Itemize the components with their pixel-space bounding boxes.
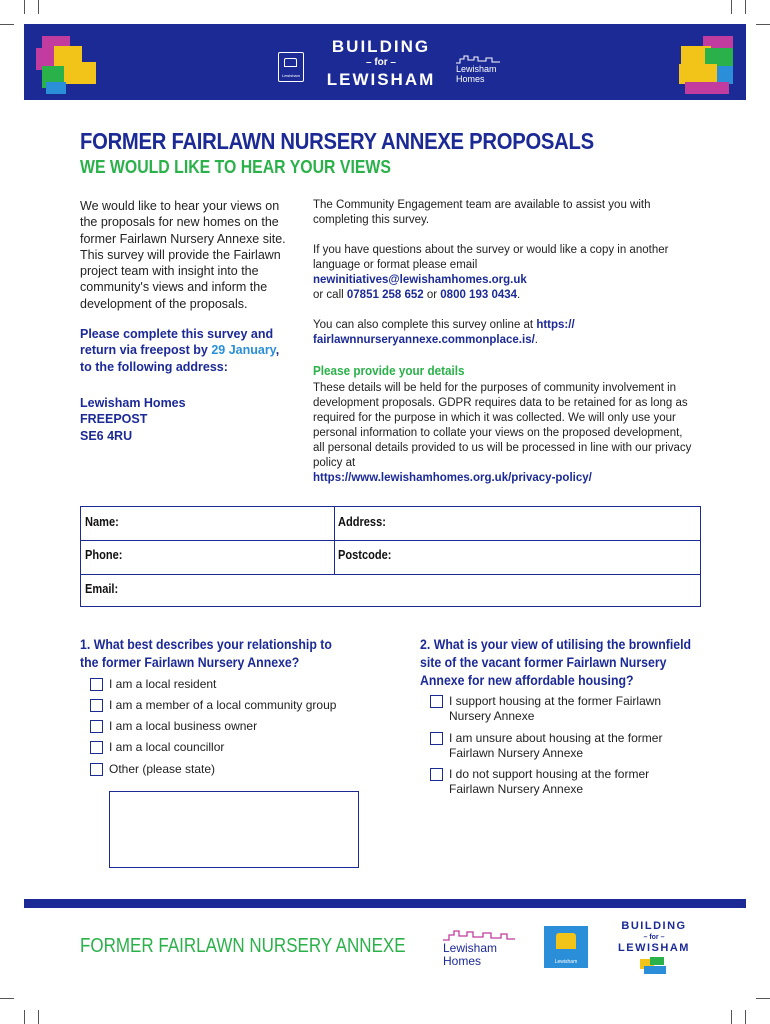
footer-bar [24, 899, 746, 908]
crop-mark [24, 1010, 25, 1024]
decorative-blocks-left [36, 36, 98, 98]
crop-mark [731, 1010, 732, 1024]
email-link[interactable]: newinitiatives@lewishamhomes.org.uk [313, 274, 527, 286]
checkbox[interactable] [430, 695, 443, 708]
postcode-field[interactable]: Postcode: [338, 547, 392, 562]
crop-mark [745, 0, 746, 14]
page-title: FORMER FAIRLAWN NURSERY ANNEXE PROPOSALS [80, 128, 594, 154]
checkbox[interactable] [430, 732, 443, 745]
crop-mark [38, 1010, 39, 1024]
address-field[interactable]: Address: [338, 514, 386, 529]
other-text-box[interactable] [109, 791, 359, 868]
info-column [313, 198, 693, 486]
checkbox[interactable] [430, 768, 443, 781]
freepost-address: Lewisham Homes FREEPOST SE6 4RU [80, 395, 186, 443]
lewisham-homes-footer-logo: Lewisham Homes [443, 928, 515, 970]
crop-mark [24, 0, 25, 14]
crop-mark [0, 998, 14, 999]
decorative-blocks-right [675, 36, 737, 98]
question-2-title: 2. What is your view of utilising the brownfield site of the vacant former Fairlawn Nursery Annexe for new affordable housing? [420, 636, 692, 688]
checkbox[interactable] [90, 763, 103, 776]
crop-mark [0, 24, 14, 25]
q1-option-other[interactable]: Other (please state) [90, 762, 215, 777]
checkbox[interactable] [90, 678, 103, 691]
return-instructions: Please complete this survey and return via freepost by 29 January, to the following address: [80, 327, 280, 374]
intro-column [80, 198, 292, 444]
privacy-policy-link[interactable]: https://www.lewishamhomes.org.uk/privacy-policy/ [313, 472, 592, 484]
q1-option-community-group[interactable]: I am a member of a local community group [90, 698, 336, 713]
q1-option-local-resident[interactable]: I am a local resident [90, 677, 216, 692]
decorative-blocks-footer [640, 957, 670, 975]
checkbox[interactable] [90, 699, 103, 712]
question-1-title: 1. What best describes your relationship to the former Fairlawn Nursery Annexe? [80, 636, 332, 670]
crop-mark [756, 998, 770, 999]
crop-mark [38, 0, 39, 14]
lewisham-crest-logo: Lewisham [278, 52, 304, 82]
q1-option-business-owner[interactable]: I am a local business owner [90, 719, 257, 734]
deadline-date: 29 January [211, 343, 276, 358]
page-subtitle: WE WOULD LIKE TO HEAR YOUR VIEWS [80, 157, 391, 177]
phone-field[interactable]: Phone: [85, 547, 123, 562]
online-survey-link[interactable]: https:// fairlawnnurseryannexe.commonplace.is/ [313, 319, 575, 346]
email-field[interactable]: Email: [85, 581, 119, 596]
lewisham-homes-logo: Lewisham Homes [456, 54, 500, 84]
building-for-lewisham-logo: BUILDING – for – LEWISHAM [326, 37, 436, 89]
gdpr-text: These details will be held for the purposes of community involvement in development proposals. GDPR requires data to be retained for as long as required for the purpose in which it was collected. We will only use your personal information to collate your views on the proposed development, all personal details provided to us will be processed in line with our privacy policy at https://www.lewishamhomes.org.uk/privacy-policy/ [313, 382, 692, 484]
crop-mark [756, 24, 770, 25]
footer-title: FORMER FAIRLAWN NURSERY ANNEXE [80, 935, 406, 957]
assist-text: The Community Engagement team are available to assist you with completing this survey. [313, 199, 651, 226]
checkbox[interactable] [90, 741, 103, 754]
intro-text: We would like to hear your views on the proposals for new homes on the former Fairlawn Nursery Annexe site. This survey will provide the Fairlawn project team with insight into the community's views and inform the development of the proposals. [80, 199, 286, 311]
building-for-lewisham-footer-logo: BUILDING – for – LEWISHAM [618, 920, 690, 954]
online-survey-text: You can also complete this survey online at https:// fairlawnnurseryannexe.commonplace.is/. [313, 319, 575, 346]
details-heading: Please provide your details [313, 363, 465, 378]
checkbox[interactable] [90, 720, 103, 733]
crop-mark [731, 0, 732, 14]
crop-mark [745, 1010, 746, 1024]
contact-text: If you have questions about the survey or would like a copy in another language or format please email newinitiatives@lewishamhomes.org.uk or call 07851 258 652 or 0800 193 0434. [313, 244, 669, 301]
name-field[interactable]: Name: [85, 514, 119, 529]
lewisham-council-footer-logo: Lewisham [544, 926, 588, 968]
q2-option-do-not-support[interactable]: I do not support housing at the former Fairlawn Nursery Annexe [430, 767, 680, 797]
phone-freephone[interactable]: 0800 193 0434 [440, 289, 518, 301]
phone-mobile[interactable]: 07851 258 652 [346, 289, 424, 301]
q1-option-councillor[interactable]: I am a local councillor [90, 740, 224, 755]
q2-option-unsure[interactable]: I am unsure about housing at the former Fairlawn Nursery Annexe [430, 731, 680, 761]
q2-option-support[interactable]: I support housing at the former Fairlawn Nursery Annexe [430, 694, 680, 724]
